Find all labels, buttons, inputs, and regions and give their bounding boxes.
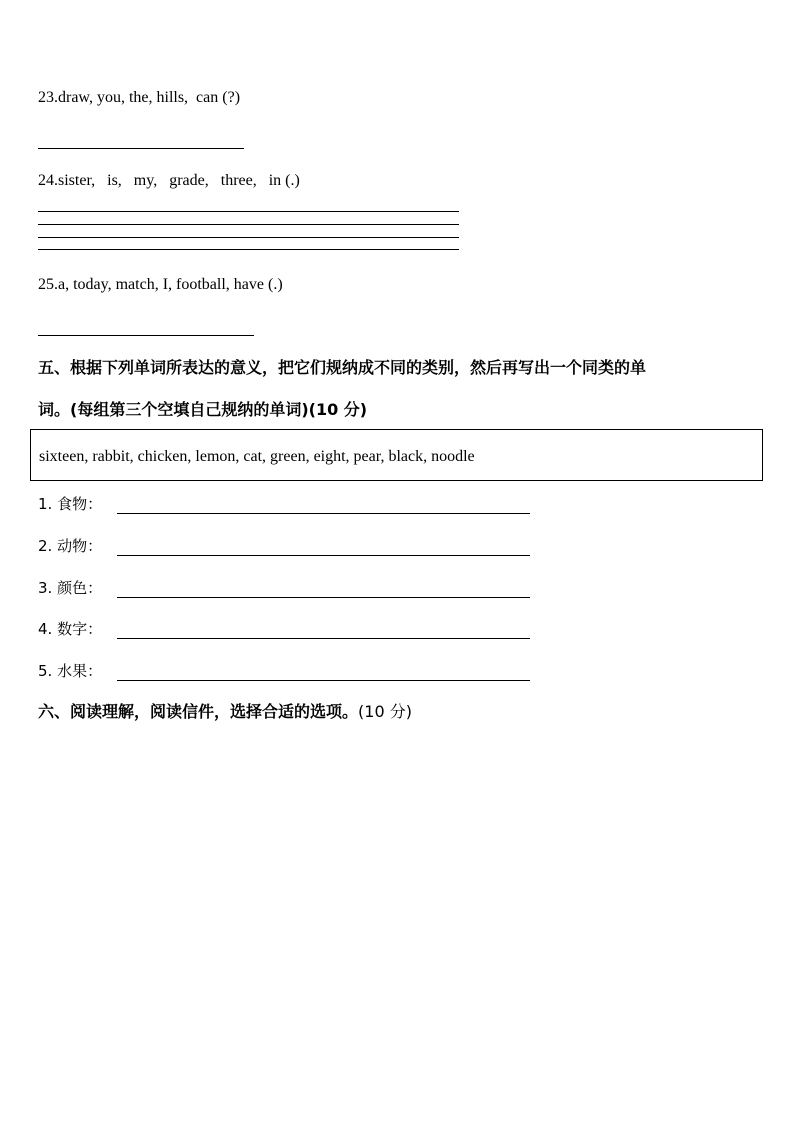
question-23 — [38, 88, 240, 108]
section-5-heading-line-1: 五、根据下列单词所表达的意义，把它们规纳成不同的类别，然后再写出一个同类的单 — [38, 358, 647, 377]
question-24 — [38, 171, 300, 191]
category-number: 4. — [38, 620, 53, 638]
category-row-food — [38, 494, 102, 514]
question-text: a, today, match, I, football, have (.) — [58, 276, 283, 293]
category-answer-line[interactable] — [117, 597, 530, 598]
section-5-heading-line-2: 词。(每组第三个空填自己规纳的单词)(10 分) — [38, 400, 368, 419]
category-row-number — [38, 619, 102, 639]
category-label: 颜色： — [57, 579, 103, 597]
section-6-heading — [38, 702, 412, 722]
category-answer-line[interactable] — [117, 513, 530, 514]
category-row-color — [38, 578, 102, 598]
category-answer-line[interactable] — [117, 680, 530, 681]
category-row-animal — [38, 536, 102, 556]
word-bank-text: sixteen, rabbit, chicken, lemon, cat, green, eight, pear, black, noodle — [39, 448, 475, 465]
category-label: 食物： — [57, 495, 103, 513]
category-number: 1. — [38, 495, 53, 513]
question-number: 25. — [38, 276, 58, 293]
writing-line[interactable] — [38, 237, 459, 238]
writing-line[interactable] — [38, 249, 459, 250]
writing-line[interactable] — [38, 211, 459, 212]
category-label: 水果： — [57, 662, 103, 680]
question-number: 24. — [38, 172, 58, 189]
question-text: sister, is, my, grade, three, in (.) — [58, 172, 300, 189]
category-number: 3. — [38, 579, 53, 597]
section-6-points: (10 分) — [358, 702, 412, 721]
category-number: 2. — [38, 537, 53, 555]
section-6-heading-text: 六、阅读理解，阅读信件，选择合适的选项。 — [38, 702, 359, 721]
category-label: 动物： — [57, 537, 103, 555]
question-number: 23. — [38, 89, 58, 106]
category-number: 5. — [38, 662, 53, 680]
writing-line[interactable] — [38, 224, 459, 225]
category-row-fruit — [38, 661, 102, 681]
category-answer-line[interactable] — [117, 638, 530, 639]
category-label: 数字： — [57, 620, 103, 638]
question-text: draw, you, the, hills, can (?) — [58, 89, 241, 106]
category-answer-line[interactable] — [117, 555, 530, 556]
question-25 — [38, 275, 283, 295]
answer-line[interactable] — [38, 148, 244, 149]
word-bank-box — [30, 429, 763, 481]
answer-line[interactable] — [38, 335, 254, 336]
